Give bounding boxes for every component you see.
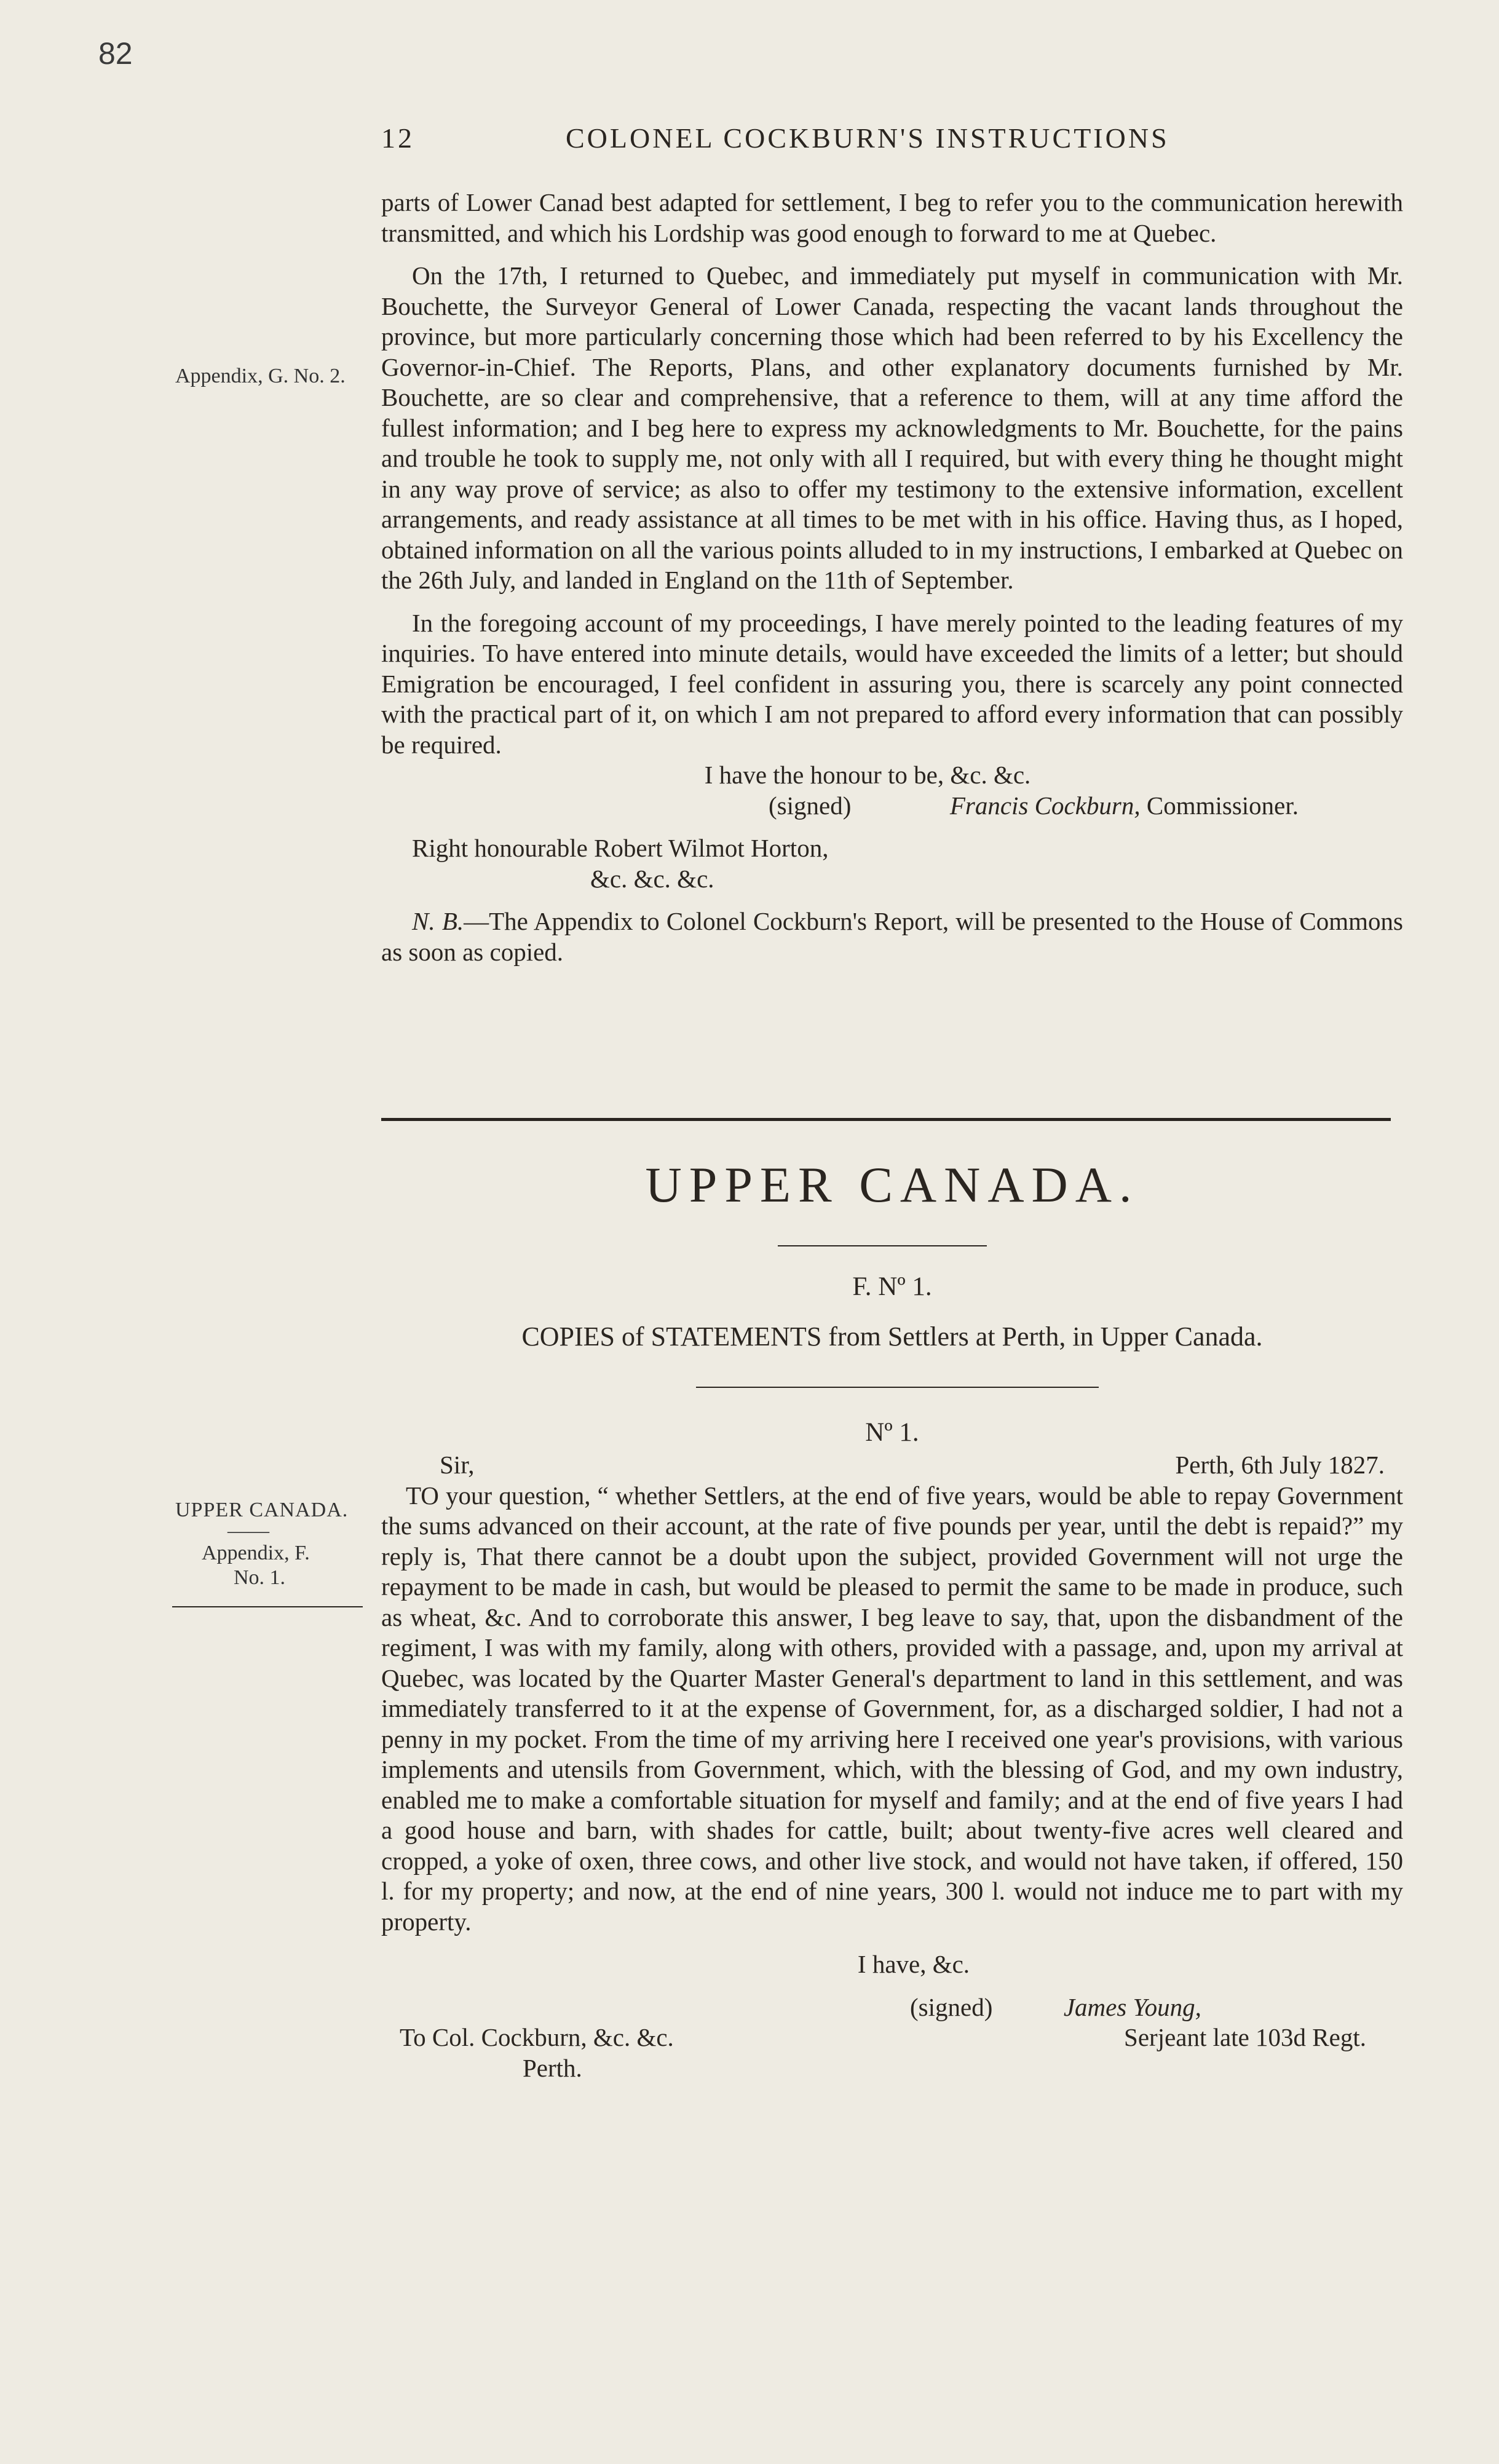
report-text xyxy=(381,188,1403,967)
margin-note-no-1: No. 1. xyxy=(234,1566,286,1589)
section-heading: COPIES of STATEMENTS from Settlers at Perth, in Upper Canada. xyxy=(521,1321,1263,1352)
report-signer-title: Commissioner. xyxy=(1146,791,1299,820)
report-paragraph-3: In the foregoing account of my proceedings, I have merely pointed to the leading features of my inquiries. To have entered into minute details, would have exceeded the limits of a letter; but should Emigration be encouraged, I feel confident in assuring you, there is scarcely any point connected with the practical part of it, on which I am not prepared to afford every information that can possibly be required. xyxy=(381,608,1403,759)
letter-body: TO your question, “ whether Settlers, at the end of five years, would be able to repay Government the sums advanced on their account, at the rate of five pounds per year, until the debt is repaid?” my reply is, That there cannot be a doubt upon the subject, provided Government will not urge the repayment to be made in cash, but would be pleased to permit the same to be made in produce, such as wheat, &c. And to corroborate this answer, I beg leave to say, that, upon the disbandment of the regiment, I was with my family, along with others, provided with a passage, and, upon my arrival at Quebec, was located by the Quarter Master General's department to land in this settlement, and was immediately transferred to it at the expense of Government, for, as a discharged soldier, I had not a penny in my pocket. From the time of my arriving here I received one year's provisions, with various implements and utensils from Government, which, with the blessing of God, and my own industry, enabled me to make a comfortable situation for myself and family; and at the end of five years I had a good house and barn, with shades for cattle, built; about twenty-five acres well cleared and cropped, a yoke of oxen, three cows, and other live stock, and would not have taken, if offered, 150 l. for my property; and now, at the end of nine years, 300 l. would not induce me to part with my property. xyxy=(381,1481,1403,1936)
letter-signature xyxy=(381,1992,1403,2023)
report-signer: Francis Cockburn, xyxy=(949,791,1141,820)
letter-bottom xyxy=(381,2022,1403,2053)
report-nb xyxy=(381,906,1403,967)
report-addressee: Right honourable Robert Wilmot Horton, xyxy=(412,834,829,862)
letter-signed: (signed) xyxy=(910,1992,993,2021)
margin-note-upper-canada: UPPER CANADA. xyxy=(175,1499,349,1521)
report-signed: (signed) xyxy=(769,791,852,820)
letter-signer-title: Serjeant late 103d Regt. xyxy=(1124,2023,1366,2051)
nb-text: —The Appendix to Colonel Cockburn's Report, will be presented to the House of Commons as soon as copied. xyxy=(381,907,1403,966)
report-addressee-etc: &c. &c. &c. xyxy=(590,864,714,893)
letter-signer: James Young, xyxy=(1063,1992,1201,2021)
letter-salutation: Sir, xyxy=(440,1451,475,1479)
margin-note-appendix-g: Appendix, G. No. 2. xyxy=(175,365,346,387)
running-head-page: 12 xyxy=(381,122,414,154)
section-divider xyxy=(381,1118,1391,1121)
margin-note-dash: —— xyxy=(227,1519,269,1542)
letter-to-line: To Col. Cockburn, &c. &c. xyxy=(400,2023,674,2051)
section-ref: F. Nº 1. xyxy=(852,1272,932,1301)
report-signature xyxy=(381,791,1403,822)
letter-number: Nº 1. xyxy=(865,1418,919,1447)
letter-text xyxy=(381,1450,1403,2083)
title-rule xyxy=(778,1245,987,1246)
letter-place-date: Perth, 6th July 1827. xyxy=(1175,1451,1385,1479)
report-paragraph-1: parts of Lower Canad best adapted for settlement, I beg to refer you to the communication herewith transmitted, and which his Lordship was good enough to forward to me at Quebec. xyxy=(381,188,1403,247)
report-closing: I have the honour to be, &c. &c. xyxy=(704,761,1031,789)
letter-to-place: Perth. xyxy=(523,2053,582,2082)
heading-rule xyxy=(696,1387,1099,1388)
margin-rule xyxy=(172,1606,363,1607)
letter-header xyxy=(381,1450,1403,1481)
running-head-title: COLONEL COCKBURN'S INSTRUCTIONS xyxy=(566,122,1169,154)
section-title: UPPER CANADA. xyxy=(645,1157,1139,1213)
running-head xyxy=(381,122,1420,154)
page-number: 82 xyxy=(98,36,133,71)
margin-note-appendix-f: Appendix, F. xyxy=(202,1542,310,1564)
letter-closing: I have, &c. xyxy=(857,1950,970,1978)
report-paragraph-2: On the 17th, I returned to Quebec, and immediately put myself in communication with Mr. Bouchette, the Surveyor General of Lower Canada, respecting the vacant lands throughout the province, but more particularly concerning those which had been referred to by his Excellency the Governor-in-Chief. The Reports, Plans, and other explanatory documents furnished by Mr. Bouchette, are so clear and comprehensive, that a reference to them, will at any time afford the fullest information; and I beg here to express my acknowledgments to Mr. Bouchette, for the pains and trouble he took to supply me, not only with all I required, but with every thing he thought might in any way prove of service; as also to offer my testimony to the extensive information, excellent arrangements, and ready assistance at all times to be met with in his office. Having thus, as I hoped, obtained information on all the various points alluded to in my instructions, I embarked at Quebec on the 26th July, and landed in England on the 11th of September. xyxy=(381,261,1403,594)
nb-label: N. B. xyxy=(412,907,464,935)
